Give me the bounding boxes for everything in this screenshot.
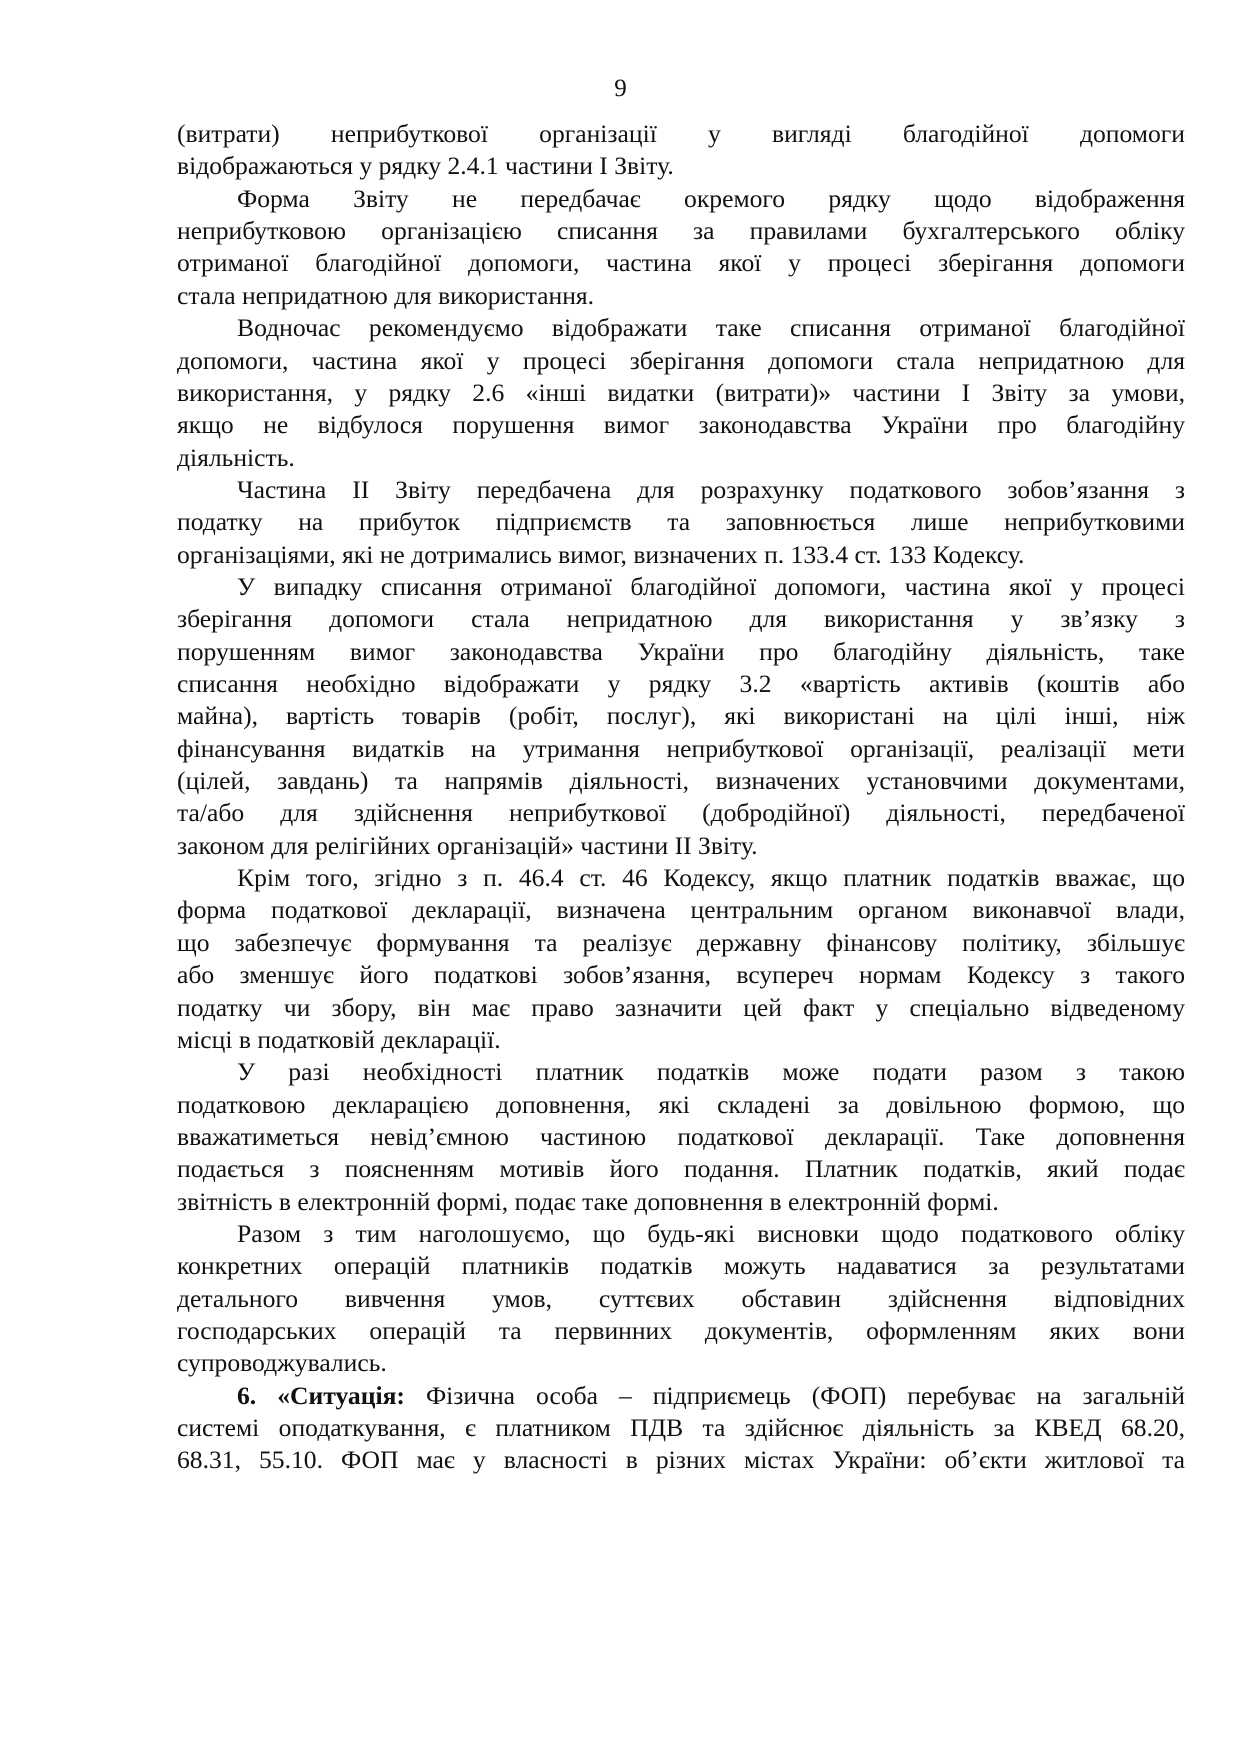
situation-label: 6. «Ситуація: [237, 1380, 405, 1410]
paragraph-4-line: податку на прибуток підприємств та заповнюється лише неприбутковими [177, 507, 1185, 537]
paragraph-5-line: та/або для здійснення неприбуткової (добродійної) діяльності, передбаченої [177, 798, 1185, 828]
situation-text: Фізична особа – підприємець (ФОП) перебуває на загальній [404, 1380, 1186, 1410]
paragraph-6-line: Крім того, згідно з п. 46.4 ст. 46 Кодексу, якщо платник податків вважає, що [237, 863, 1185, 893]
paragraph-8-line: конкретних операцій платників податків можуть надаватися за результатами [177, 1251, 1185, 1281]
paragraph-5-line: зберігання допомоги стала непридатною для використання у зв’язку з [177, 604, 1185, 634]
paragraph-7-line: подається з поясненням мотивів його подання. Платник податків, який подає [177, 1154, 1185, 1184]
paragraph-7-line: У разі необхідності платник податків може подати разом з такою [237, 1057, 1185, 1087]
situation-heading-line [237, 1380, 1185, 1412]
paragraph-2-line: неприбутковою організацією списання за правилами бухгалтерського обліку [177, 216, 1185, 246]
paragraph-5-line: У випадку списання отриманої благодійної допомоги, частина якої у процесі [237, 571, 1185, 601]
paragraph-8-line: детального вивчення умов, суттєвих обставин здійснення відповідних [177, 1283, 1185, 1313]
situation-line: системі оподаткування, є платником ПДВ та здійснює діяльність за КВЕД 68.20, [177, 1413, 1185, 1442]
paragraph-8-line: господарських операцій та первинних документів, оформленням яких вони [177, 1316, 1185, 1345]
page-number: 9 [614, 75, 627, 102]
paragraph-5-line: законом для релігійних організацій» частини ІІ Звіту. [177, 830, 758, 860]
paragraph-4-line: організаціями, які не дотримались вимог, визначених п. 133.4 ст. 133 Кодексу. [177, 539, 1025, 569]
paragraph-5-line: списання необхідно відображати у рядку 3.2 «вартість активів (коштів або [177, 669, 1185, 698]
paragraph-3-line: діяльність. [177, 442, 295, 472]
paragraph-2-line: стала непридатною для використання. [177, 280, 595, 310]
paragraph-6-line: форма податкової декларації, визначена центральним органом виконавчої влади, [177, 895, 1185, 925]
paragraph-2-line: Форма Звіту не передбачає окремого рядку щодо відображення [237, 183, 1185, 213]
paragraph-6-line: що забезпечує формування та реалізує державну фінансову політику, збільшує [177, 927, 1185, 957]
paragraph-3-line: якщо не відбулося порушення вимог законодавства України про благодійну [177, 410, 1185, 440]
paragraph-3-line: використання, у рядку 2.6 «інші видатки (витрати)» частини І Звіту за умови, [177, 377, 1185, 407]
paragraph-8-line: Разом з тим наголошуємо, що будь-які висновки щодо податкового обліку [237, 1218, 1185, 1248]
paragraph-5-line: (цілей, завдань) та напрямів діяльності, визначених установчими документами, [177, 766, 1185, 795]
paragraph-7-line: вважатиметься невід’ємною частиною податкової декларації. Таке доповнення [177, 1121, 1185, 1151]
paragraph-1-line: відображаються у рядку 2.4.1 частини І Звіту. [177, 151, 674, 181]
situation-line: 68.31, 55.10. ФОП має у власності в різних містах України: об’єкти житлової та [177, 1445, 1185, 1475]
paragraph-8-line: супроводжувались. [177, 1348, 387, 1378]
paragraph-4-line: Частина ІІ Звіту передбачена для розрахунку податкового зобов’язання з [237, 474, 1185, 504]
paragraph-5-line: порушенням вимог законодавства України про благодійну діяльність, таке [177, 636, 1185, 666]
paragraph-6-line: або зменшує його податкові зобов’язання, всупереч нормам Кодексу з такого [177, 960, 1185, 990]
paragraph-6-line: податку чи збору, він має право зазначити цей факт у спеціально відведеному [177, 992, 1185, 1022]
paragraph-6-line: місці в податковій декларації. [177, 1024, 501, 1054]
paragraph-2-line: отриманої благодійної допомоги, частина якої у процесі зберігання допомоги [177, 248, 1185, 278]
paragraph-3-line: Водночас рекомендуємо відображати таке списання отриманої благодійної [237, 313, 1185, 343]
paragraph-5-line: фінансування видатків на утримання неприбуткової організації, реалізації мети [177, 733, 1185, 763]
paragraph-7-line: звітність в електронній формі, подає таке доповнення в електронній формі. [177, 1186, 999, 1216]
paragraph-1-line: (витрати) неприбуткової організації у вигляді благодійної допомоги [177, 119, 1185, 148]
paragraph-5-line: майна), вартість товарів (робіт, послуг), які використані на цілі інші, ніж [177, 701, 1185, 731]
paragraph-3-line: допомоги, частина якої у процесі зберігання допомоги стала непридатною для [177, 345, 1185, 375]
paragraph-7-line: податковою декларацією доповнення, які складені за довільною формою, що [177, 1089, 1185, 1119]
